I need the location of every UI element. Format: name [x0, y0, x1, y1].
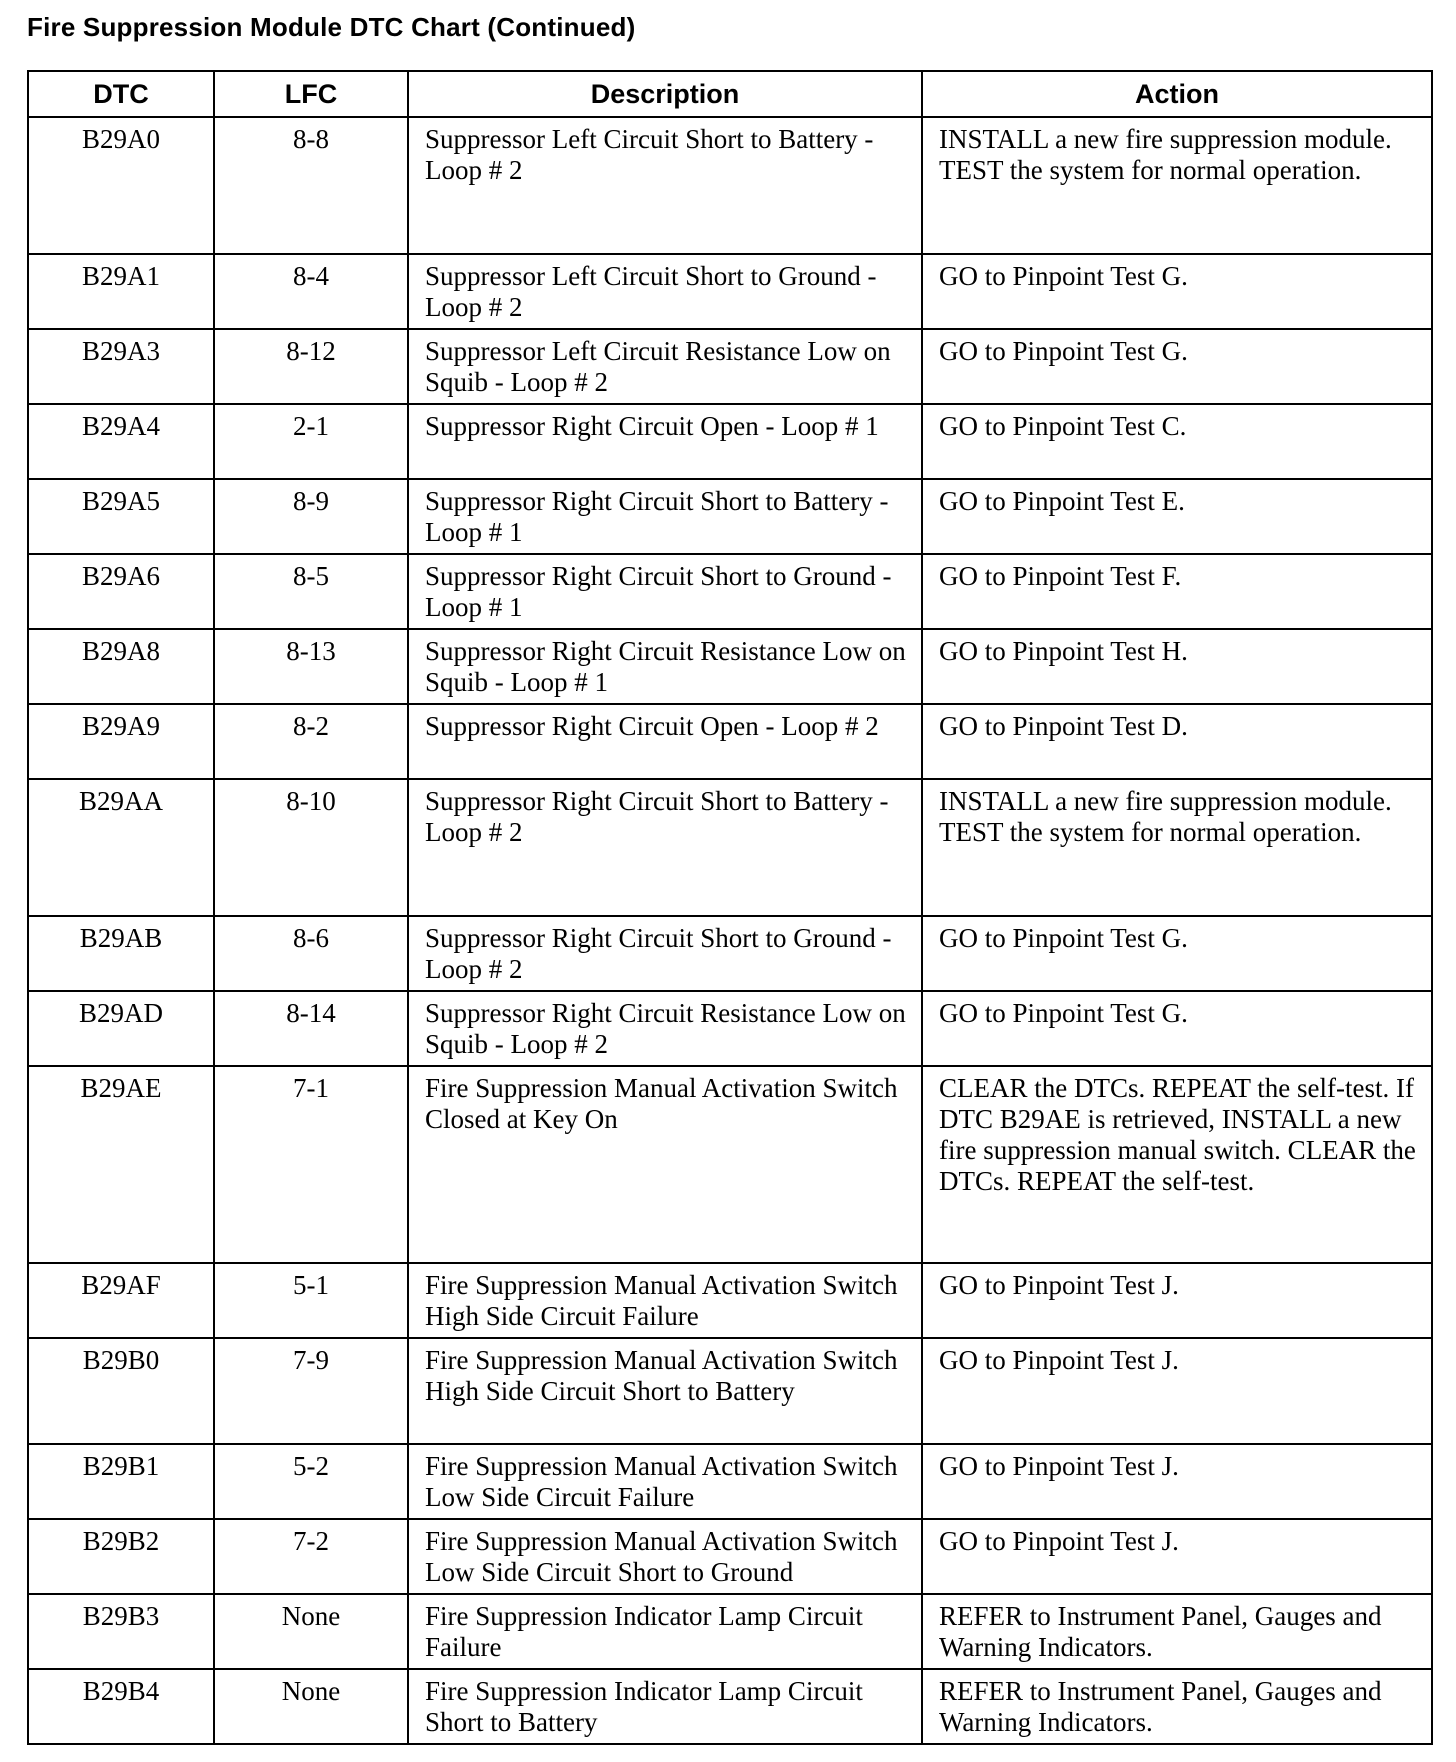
description-cell: Fire Suppression Indicator Lamp Circuit Short to Battery [408, 1669, 922, 1744]
lfc-cell: 8-13 [214, 629, 408, 704]
action-cell: GO to Pinpoint Test C. [922, 404, 1432, 479]
lfc-cell: 5-1 [214, 1263, 408, 1338]
dtc-cell: B29A4 [28, 404, 214, 479]
dtc-cell: B29A3 [28, 329, 214, 404]
table-row [28, 1263, 1432, 1338]
action-cell: REFER to Instrument Panel, Gauges and Warning Indicators. [922, 1669, 1432, 1744]
lfc-cell: 8-14 [214, 991, 408, 1066]
lfc-cell: None [214, 1669, 408, 1744]
description-cell: Fire Suppression Manual Activation Switch Closed at Key On [408, 1066, 922, 1263]
table-row [28, 991, 1432, 1066]
description-cell: Suppressor Right Circuit Open - Loop # 1 [408, 404, 922, 479]
page-title: Fire Suppression Module DTC Chart (Continued) [27, 12, 636, 42]
action-cell: GO to Pinpoint Test G. [922, 991, 1432, 1066]
action-cell: CLEAR the DTCs. REPEAT the self-test. If DTC B29AE is retrieved, INSTALL a new fire suppression manual switch. CLEAR the DTCs. REPEAT the self-test. [922, 1066, 1432, 1263]
description-cell: Fire Suppression Manual Activation Switch Low Side Circuit Failure [408, 1444, 922, 1519]
action-cell: GO to Pinpoint Test J. [922, 1263, 1432, 1338]
action-cell: GO to Pinpoint Test G. [922, 329, 1432, 404]
dtc-cell: B29AE [28, 1066, 214, 1263]
table-row [28, 916, 1432, 991]
dtc-cell: B29AD [28, 991, 214, 1066]
table-row [28, 254, 1432, 329]
action-cell: REFER to Instrument Panel, Gauges and Warning Indicators. [922, 1594, 1432, 1669]
dtc-cell: B29AB [28, 916, 214, 991]
table-row [28, 479, 1432, 554]
dtc-cell: B29A6 [28, 554, 214, 629]
action-cell: GO to Pinpoint Test E. [922, 479, 1432, 554]
table-row [28, 404, 1432, 479]
dtc-cell: B29A5 [28, 479, 214, 554]
dtc-cell: B29B1 [28, 1444, 214, 1519]
lfc-cell: 8-12 [214, 329, 408, 404]
description-cell: Suppressor Right Circuit Short to Battery - Loop # 2 [408, 779, 922, 916]
lfc-cell: 5-2 [214, 1444, 408, 1519]
action-cell: GO to Pinpoint Test G. [922, 254, 1432, 329]
lfc-cell: 8-6 [214, 916, 408, 991]
table-row [28, 1519, 1432, 1594]
table-row [28, 1594, 1432, 1669]
dtc-cell: B29B2 [28, 1519, 214, 1594]
action-cell: GO to Pinpoint Test F. [922, 554, 1432, 629]
action-cell: GO to Pinpoint Test J. [922, 1519, 1432, 1594]
table-row [28, 1444, 1432, 1519]
table-row [28, 329, 1432, 404]
column-header-lfc: LFC [214, 71, 408, 117]
lfc-cell: 7-2 [214, 1519, 408, 1594]
table-row [28, 704, 1432, 779]
dtc-cell: B29A0 [28, 117, 214, 254]
action-cell: INSTALL a new fire suppression module. TEST the system for normal operation. [922, 117, 1432, 254]
dtc-cell: B29AA [28, 779, 214, 916]
lfc-cell: 7-1 [214, 1066, 408, 1263]
lfc-cell: 8-10 [214, 779, 408, 916]
description-cell: Suppressor Left Circuit Short to Ground - Loop # 2 [408, 254, 922, 329]
lfc-cell: 2-1 [214, 404, 408, 479]
description-cell: Fire Suppression Indicator Lamp Circuit Failure [408, 1594, 922, 1669]
lfc-cell: 7-9 [214, 1338, 408, 1444]
action-cell: GO to Pinpoint Test D. [922, 704, 1432, 779]
description-cell: Suppressor Right Circuit Short to Ground - Loop # 1 [408, 554, 922, 629]
dtc-cell: B29A8 [28, 629, 214, 704]
table-row [28, 554, 1432, 629]
dtc-cell: B29A9 [28, 704, 214, 779]
dtc-cell: B29B0 [28, 1338, 214, 1444]
dtc-cell: B29B4 [28, 1669, 214, 1744]
action-cell: GO to Pinpoint Test J. [922, 1444, 1432, 1519]
table-row [28, 779, 1432, 916]
description-cell: Fire Suppression Manual Activation Switch Low Side Circuit Short to Ground [408, 1519, 922, 1594]
description-cell: Suppressor Left Circuit Resistance Low on Squib - Loop # 2 [408, 329, 922, 404]
description-cell: Suppressor Right Circuit Resistance Low on Squib - Loop # 1 [408, 629, 922, 704]
column-header-description: Description [408, 71, 922, 117]
dtc-cell: B29AF [28, 1263, 214, 1338]
action-cell: INSTALL a new fire suppression module. TEST the system for normal operation. [922, 779, 1432, 916]
action-cell: GO to Pinpoint Test H. [922, 629, 1432, 704]
dtc-cell: B29A1 [28, 254, 214, 329]
description-cell: Suppressor Right Circuit Resistance Low on Squib - Loop # 2 [408, 991, 922, 1066]
description-cell: Suppressor Right Circuit Short to Ground - Loop # 2 [408, 916, 922, 991]
lfc-cell: 8-9 [214, 479, 408, 554]
description-cell: Suppressor Left Circuit Short to Battery - Loop # 2 [408, 117, 922, 254]
dtc-cell: B29B3 [28, 1594, 214, 1669]
action-cell: GO to Pinpoint Test G. [922, 916, 1432, 991]
column-header-dtc: DTC [28, 71, 214, 117]
table-row [28, 1066, 1432, 1263]
table-row [28, 1338, 1432, 1444]
description-cell: Fire Suppression Manual Activation Switch High Side Circuit Short to Battery [408, 1338, 922, 1444]
description-cell: Fire Suppression Manual Activation Switch High Side Circuit Failure [408, 1263, 922, 1338]
lfc-cell: None [214, 1594, 408, 1669]
dtc-table [27, 70, 1433, 1745]
table-header-row [28, 71, 1432, 117]
table-row [28, 117, 1432, 254]
lfc-cell: 8-4 [214, 254, 408, 329]
column-header-action: Action [922, 71, 1432, 117]
lfc-cell: 8-8 [214, 117, 408, 254]
table-row [28, 629, 1432, 704]
description-cell: Suppressor Right Circuit Open - Loop # 2 [408, 704, 922, 779]
table-row [28, 1669, 1432, 1744]
lfc-cell: 8-2 [214, 704, 408, 779]
lfc-cell: 8-5 [214, 554, 408, 629]
action-cell: GO to Pinpoint Test J. [922, 1338, 1432, 1444]
description-cell: Suppressor Right Circuit Short to Battery - Loop # 1 [408, 479, 922, 554]
